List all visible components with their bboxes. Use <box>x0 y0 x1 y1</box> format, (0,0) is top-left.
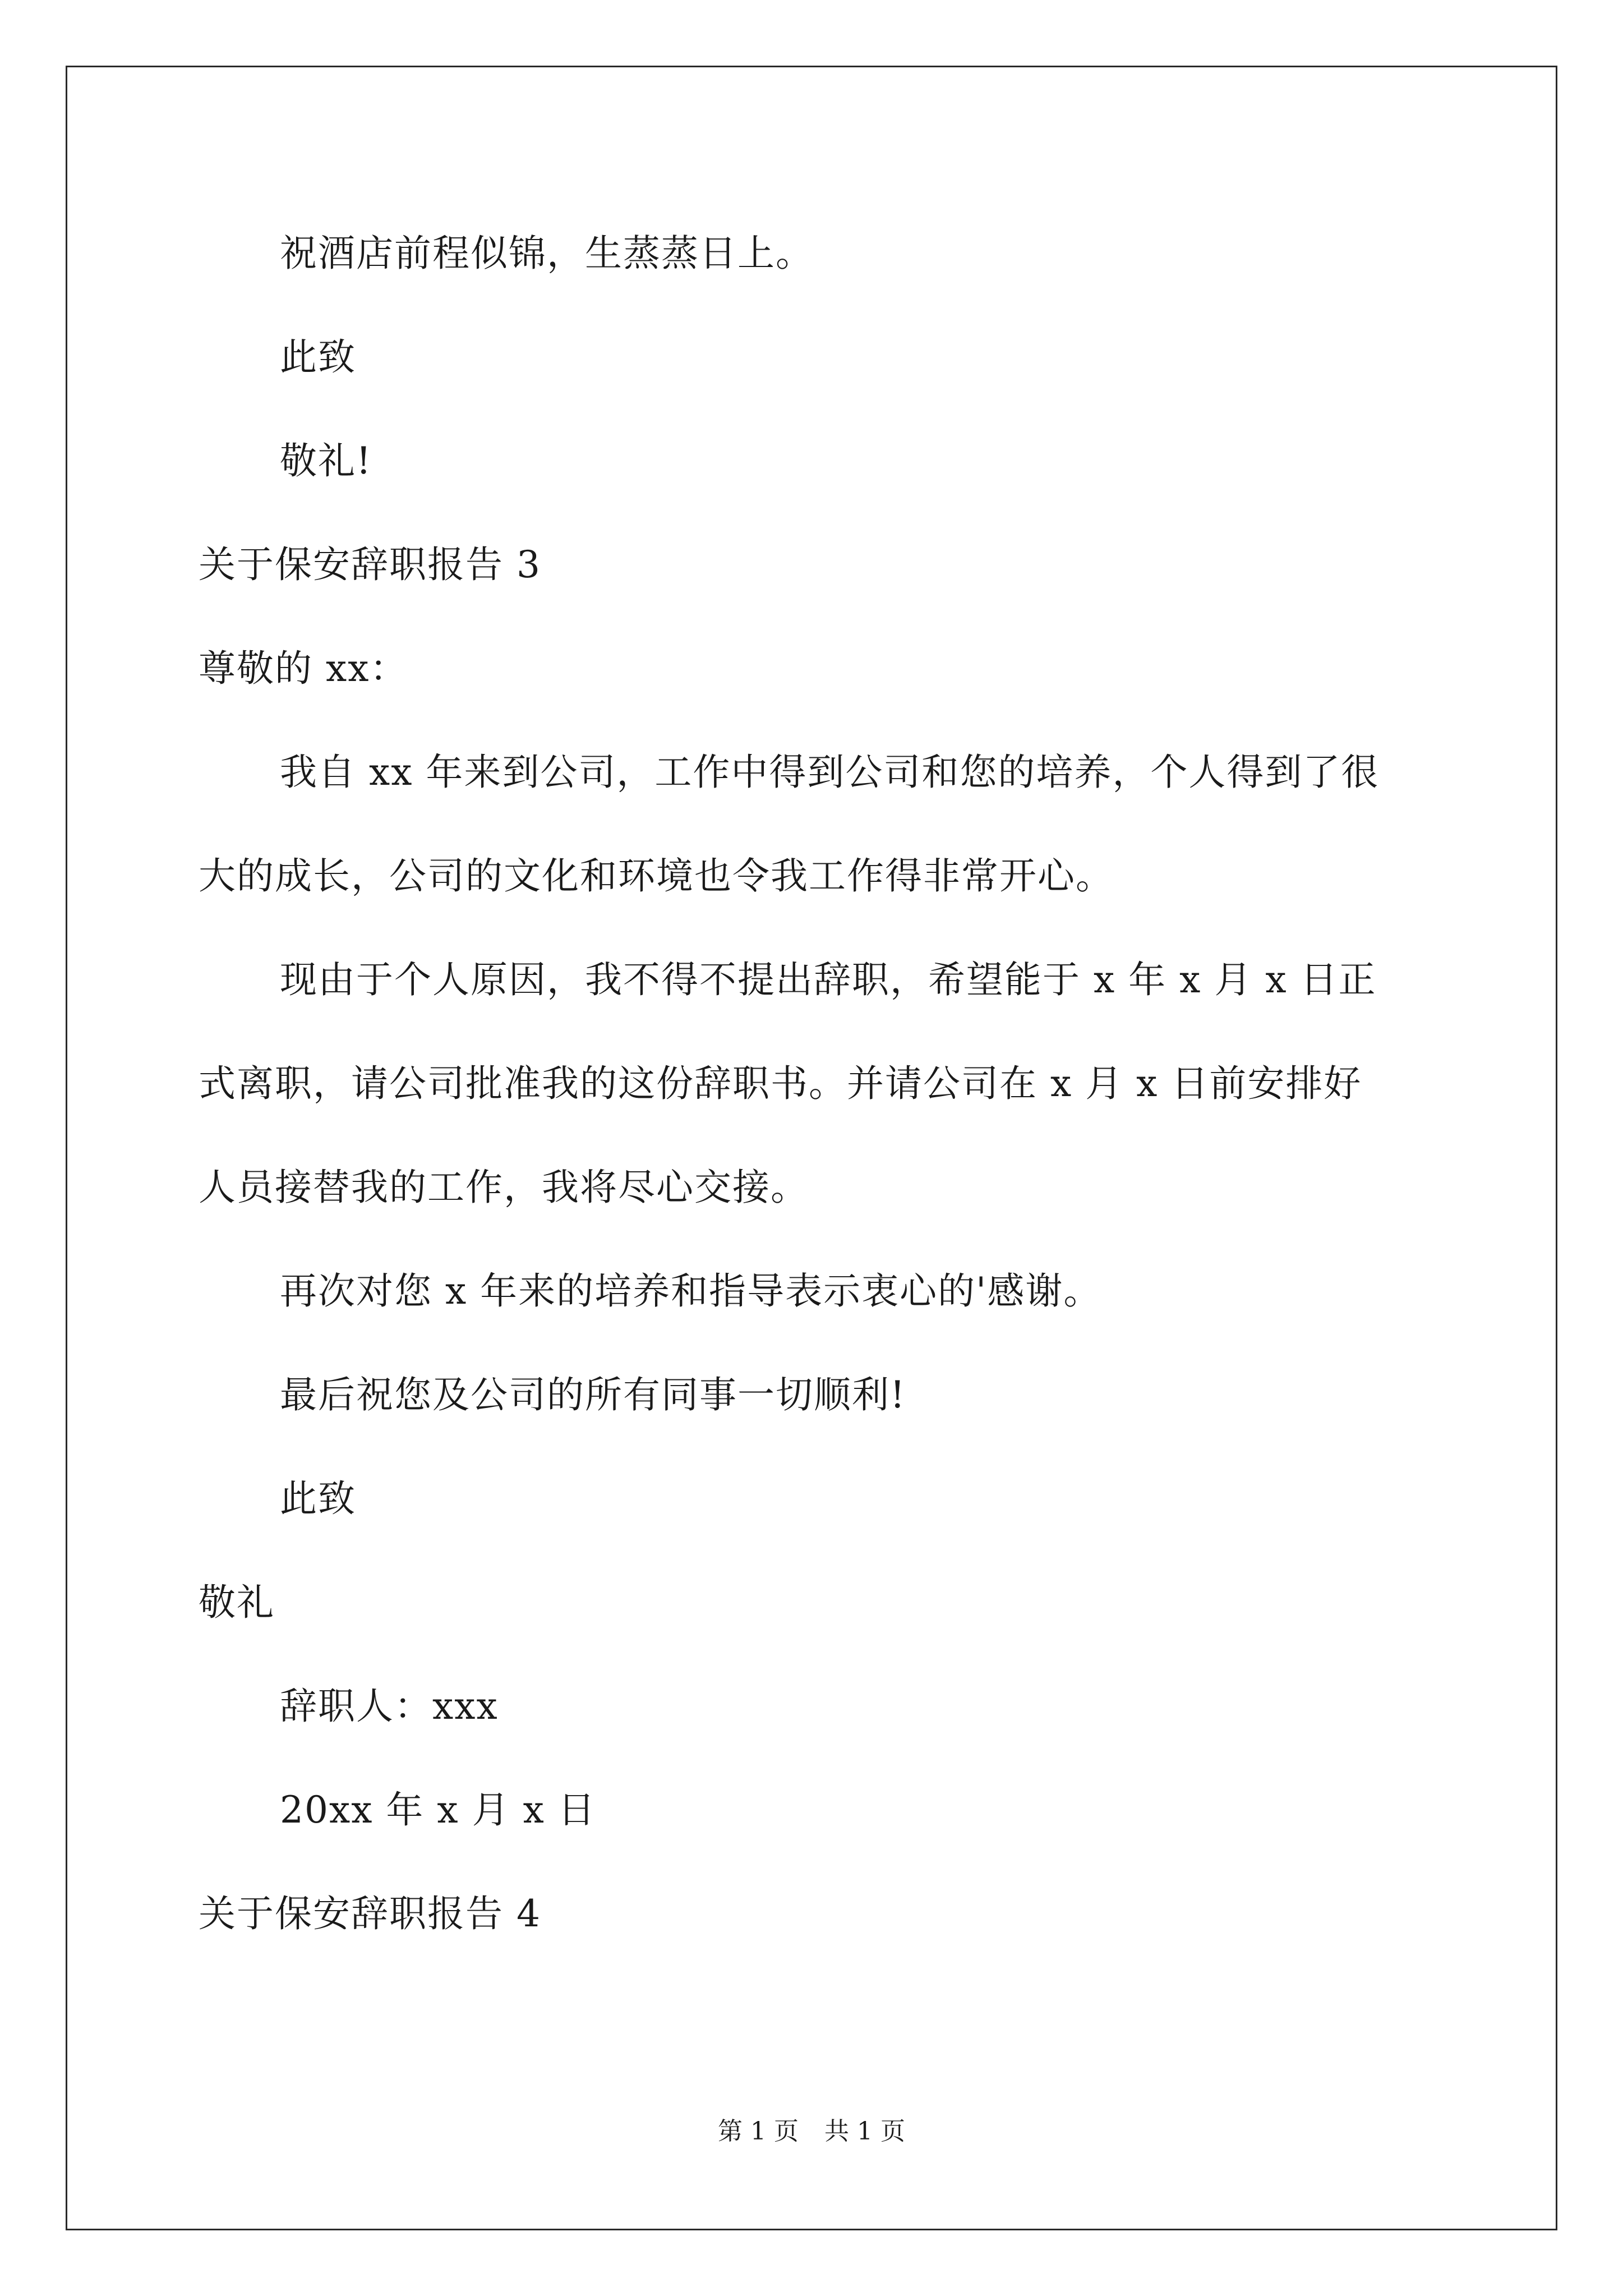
section-heading: 关于保安辞职报告 3 <box>199 543 541 586</box>
date-line: 20xx 年 x 月 x 日 <box>280 1788 596 1832</box>
signature-line: 辞职人：xxx <box>280 1685 499 1728</box>
text-line: 我自 xx 年来到公司，工作中得到公司和您的培养，个人得到了很 <box>280 751 1380 794</box>
text-line: 再次对您 x 年来的培养和指导表示衷心的'感谢。 <box>280 1269 1102 1313</box>
text-line: 大的成长，公司的文化和环境也令我工作得非常开心。 <box>199 854 1114 898</box>
section-heading: 关于保安辞职报告 4 <box>199 1892 541 1935</box>
text-line: 此致 <box>280 335 356 379</box>
text-line: 最后祝您及公司的所有同事一切顺利! <box>280 1373 906 1416</box>
page-footer <box>0 2115 1623 2148</box>
text-line: 敬礼! <box>280 439 372 482</box>
text-line: 人员接替我的工作，我将尽心交接。 <box>199 1166 809 1209</box>
salutation: 尊敬的 xx： <box>199 647 408 690</box>
text-line: 现由于个人原因，我不得不提出辞职，希望能于 x 年 x 月 x 日正 <box>280 958 1377 1001</box>
text-line: 式离职，请公司批准我的这份辞职书。并请公司在 x 月 x 日前安排好 <box>199 1062 1362 1105</box>
text-line: 祝酒店前程似锦，生蒸蒸日上。 <box>280 232 814 275</box>
text-line: 此致 <box>280 1477 356 1520</box>
text-line: 敬礼 <box>199 1581 275 1624</box>
page-number-total: 共 1 页 <box>824 2117 905 2146</box>
page-number-current: 第 1 页 <box>718 2117 799 2146</box>
